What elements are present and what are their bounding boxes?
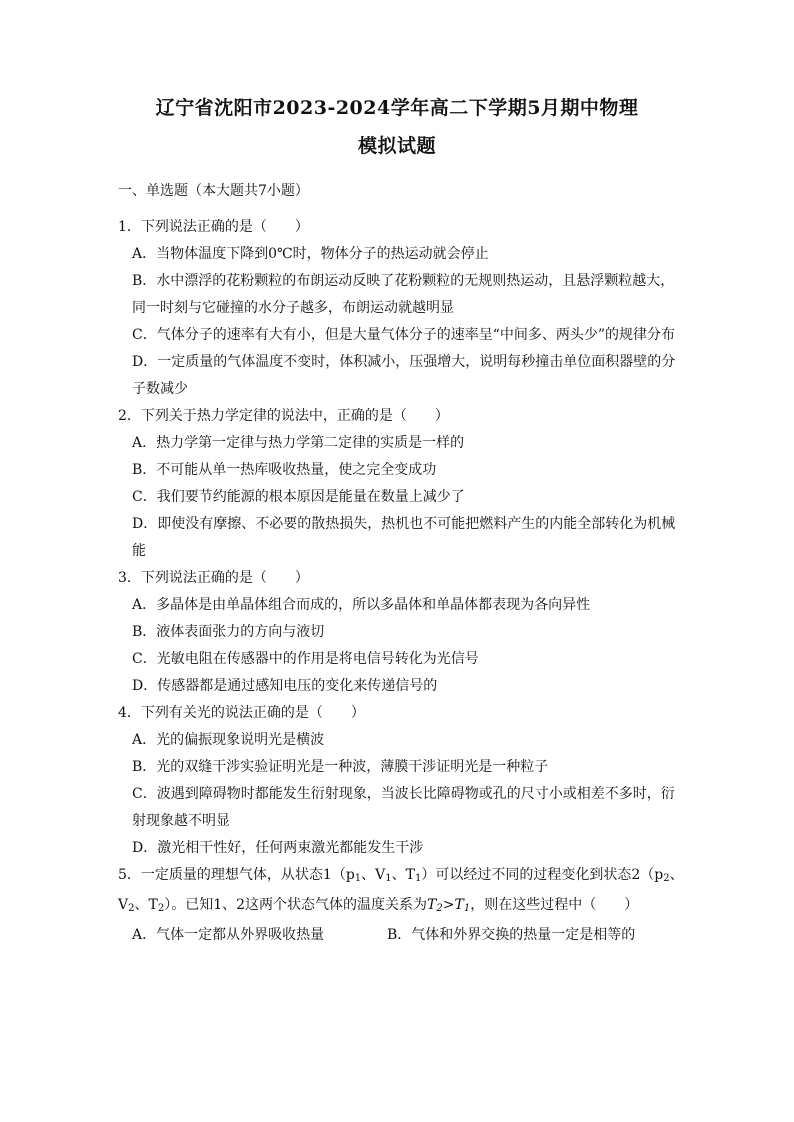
question-2	[118, 403, 688, 565]
option-b: B．气体和外界交换的热量一定是相等的	[387, 927, 636, 943]
options-row	[132, 922, 688, 949]
option-c: C．波遇到障碍物时都能发生衍射现象，当波长比障碍物或孔的尺寸小或相差不多时，衍射现象越不明显	[132, 786, 675, 829]
option-a: A．气体一定都从外界吸收热量	[132, 927, 325, 943]
section-heading: 一、单选题（本大题共7小题）	[118, 183, 309, 199]
question-5	[118, 862, 688, 949]
option-c: C．光敏电阻在传感器中的作用是将电信号转化为光信号	[132, 651, 479, 667]
option-b: B．水中漂浮的花粉颗粒的布朗运动反映了花粉颗粒的无规则热运动，且悬浮颗粒越大，同一时刻与它碰撞的水分子越多，布朗运动就越明显	[132, 273, 675, 316]
question-stem: 1．下列说法正确的是（ ）	[118, 219, 309, 235]
question-1	[118, 214, 688, 403]
question-list	[118, 214, 688, 949]
option-d: D．一定质量的气体温度不变时，体积减小，压强增大，说明每秒撞击单位面积器壁的分子数减少	[132, 354, 676, 397]
option-a: A．当物体温度下降到0℃时，物体分子的热运动就会停止	[132, 246, 489, 262]
option-a: A．光的偏振现象说明光是横波	[132, 732, 325, 748]
temperature-relation: $T_2>T_1$	[427, 897, 471, 914]
question-stem: 2．下列关于热力学定律的说法中，正确的是（ ）	[118, 408, 449, 424]
option-d: D．激光相干性好，任何两束激光都能发生干涉	[132, 840, 424, 856]
option-b: B．不可能从单一热库吸收热量，使之完全变成功	[132, 462, 437, 478]
exam-title: 辽宁省沈阳市2023-2024学年高二下学期5月期中物理	[155, 97, 639, 119]
question-stem: 5．一定质量的理想气体，从状态$1(p_1$、$V_1$、$T_1$）可以经过不同的过程变化到状态$2(p_2$、$V_2$、$T_2$）。已知1、2这两个状态气体的温度关系为$T_2>T_1$，则在这些过程中（ ）	[118, 867, 684, 914]
option-b: B．光的双缝干涉实验证明光是一种波，薄膜干涉证明光是一种粒子	[132, 759, 549, 775]
option-a: A．热力学第一定律与热力学第二定律的实质是一样的	[132, 435, 465, 451]
option-d: D．即使没有摩擦、不必要的散热损失，热机也不可能把燃料产生的内能全部转化为机械能	[132, 516, 676, 559]
exam-subtitle: 模拟试题	[357, 135, 436, 157]
option-b: B．液体表面张力的方向与液切	[132, 624, 325, 640]
question-3	[118, 565, 688, 700]
option-c: C．我们要节约能源的根本原因是能量在数量上减少了	[132, 489, 465, 505]
option-a: A．多晶体是由单晶体组合而成的，所以多晶体和单晶体都表现为各向异性	[132, 597, 591, 613]
question-4	[118, 700, 688, 862]
question-stem: 3．下列说法正确的是（ ）	[118, 570, 309, 586]
question-stem: 4．下列有关光的说法正确的是（ ）	[118, 705, 365, 721]
option-c: C．气体分子的速率有大有小，但是大量气体分子的速率呈“中间多、两头少”的规律分布	[132, 327, 676, 343]
option-d: D．传感器都是通过感知电压的变化来传递信号的	[132, 678, 438, 694]
